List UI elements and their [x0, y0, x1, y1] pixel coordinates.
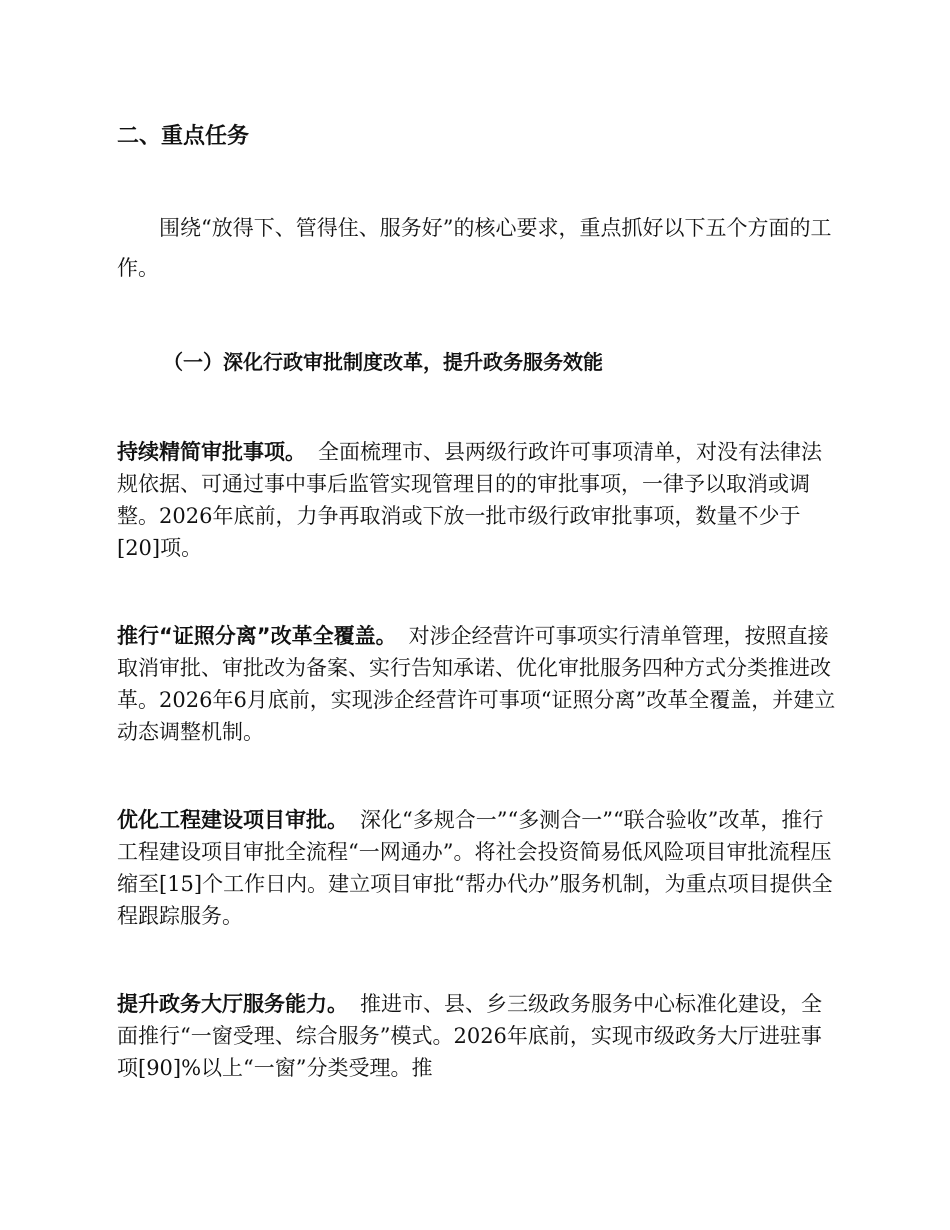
paragraph-body: 深化“多规合一”“多测合一”“联合验收”改革，推行工程建设项目审批全流程“一网通办”。将社会投资简易低风险项目审批流程压缩至[15]个工作日内。建立项目审批“帮办代办”服务机制，为重点项目提供全程跟踪服务。: [117, 808, 833, 928]
paragraph-lead: 推行“证照分离”改革全覆盖。: [117, 624, 397, 648]
paragraph-lead: 提升政务大厅服务能力。: [117, 992, 348, 1016]
paragraph-body: 对涉企经营许可事项实行清单管理，按照直接取消审批、审批改为备案、实行告知承诺、优化审批服务四种方式分类推进改革。2026年6月底前，实现涉企经营许可事项“证照分离”改革全覆盖，并建立动态调整机制。: [117, 624, 836, 744]
subsection-heading: （一）深化行政审批制度改革，提升政务服务效能: [163, 350, 603, 374]
paragraph-body: 推进市、县、乡三级政务服务中心标准化建设，全面推行“一窗受理、综合服务”模式。2026年底前，实现市级政务大厅进驻事项[90]%以上“一窗”分类受理。推: [117, 992, 822, 1080]
paragraph-construction-approval: [117, 804, 837, 932]
paragraph-lead: 持续精简审批事项。: [117, 440, 306, 464]
paragraph-streamline-approvals: [117, 436, 837, 564]
paragraph-license-separation: [117, 620, 837, 748]
paragraph-lead: 优化工程建设项目审批。: [117, 808, 348, 832]
paragraph-body: 全面梳理市、县两级行政许可事项清单，对没有法律法规依据、可通过事中事后监管实现管理目的的审批事项，一律予以取消或调整。2026年底前，力争再取消或下放一批市级行政审批事项，数量不少于[20]项。: [117, 440, 822, 560]
section-heading: 二、重点任务: [117, 124, 250, 149]
intro-paragraph: 围绕“放得下、管得住、服务好”的核心要求，重点抓好以下五个方面的工作。: [117, 216, 832, 280]
paragraph-service-hall: [117, 988, 837, 1084]
